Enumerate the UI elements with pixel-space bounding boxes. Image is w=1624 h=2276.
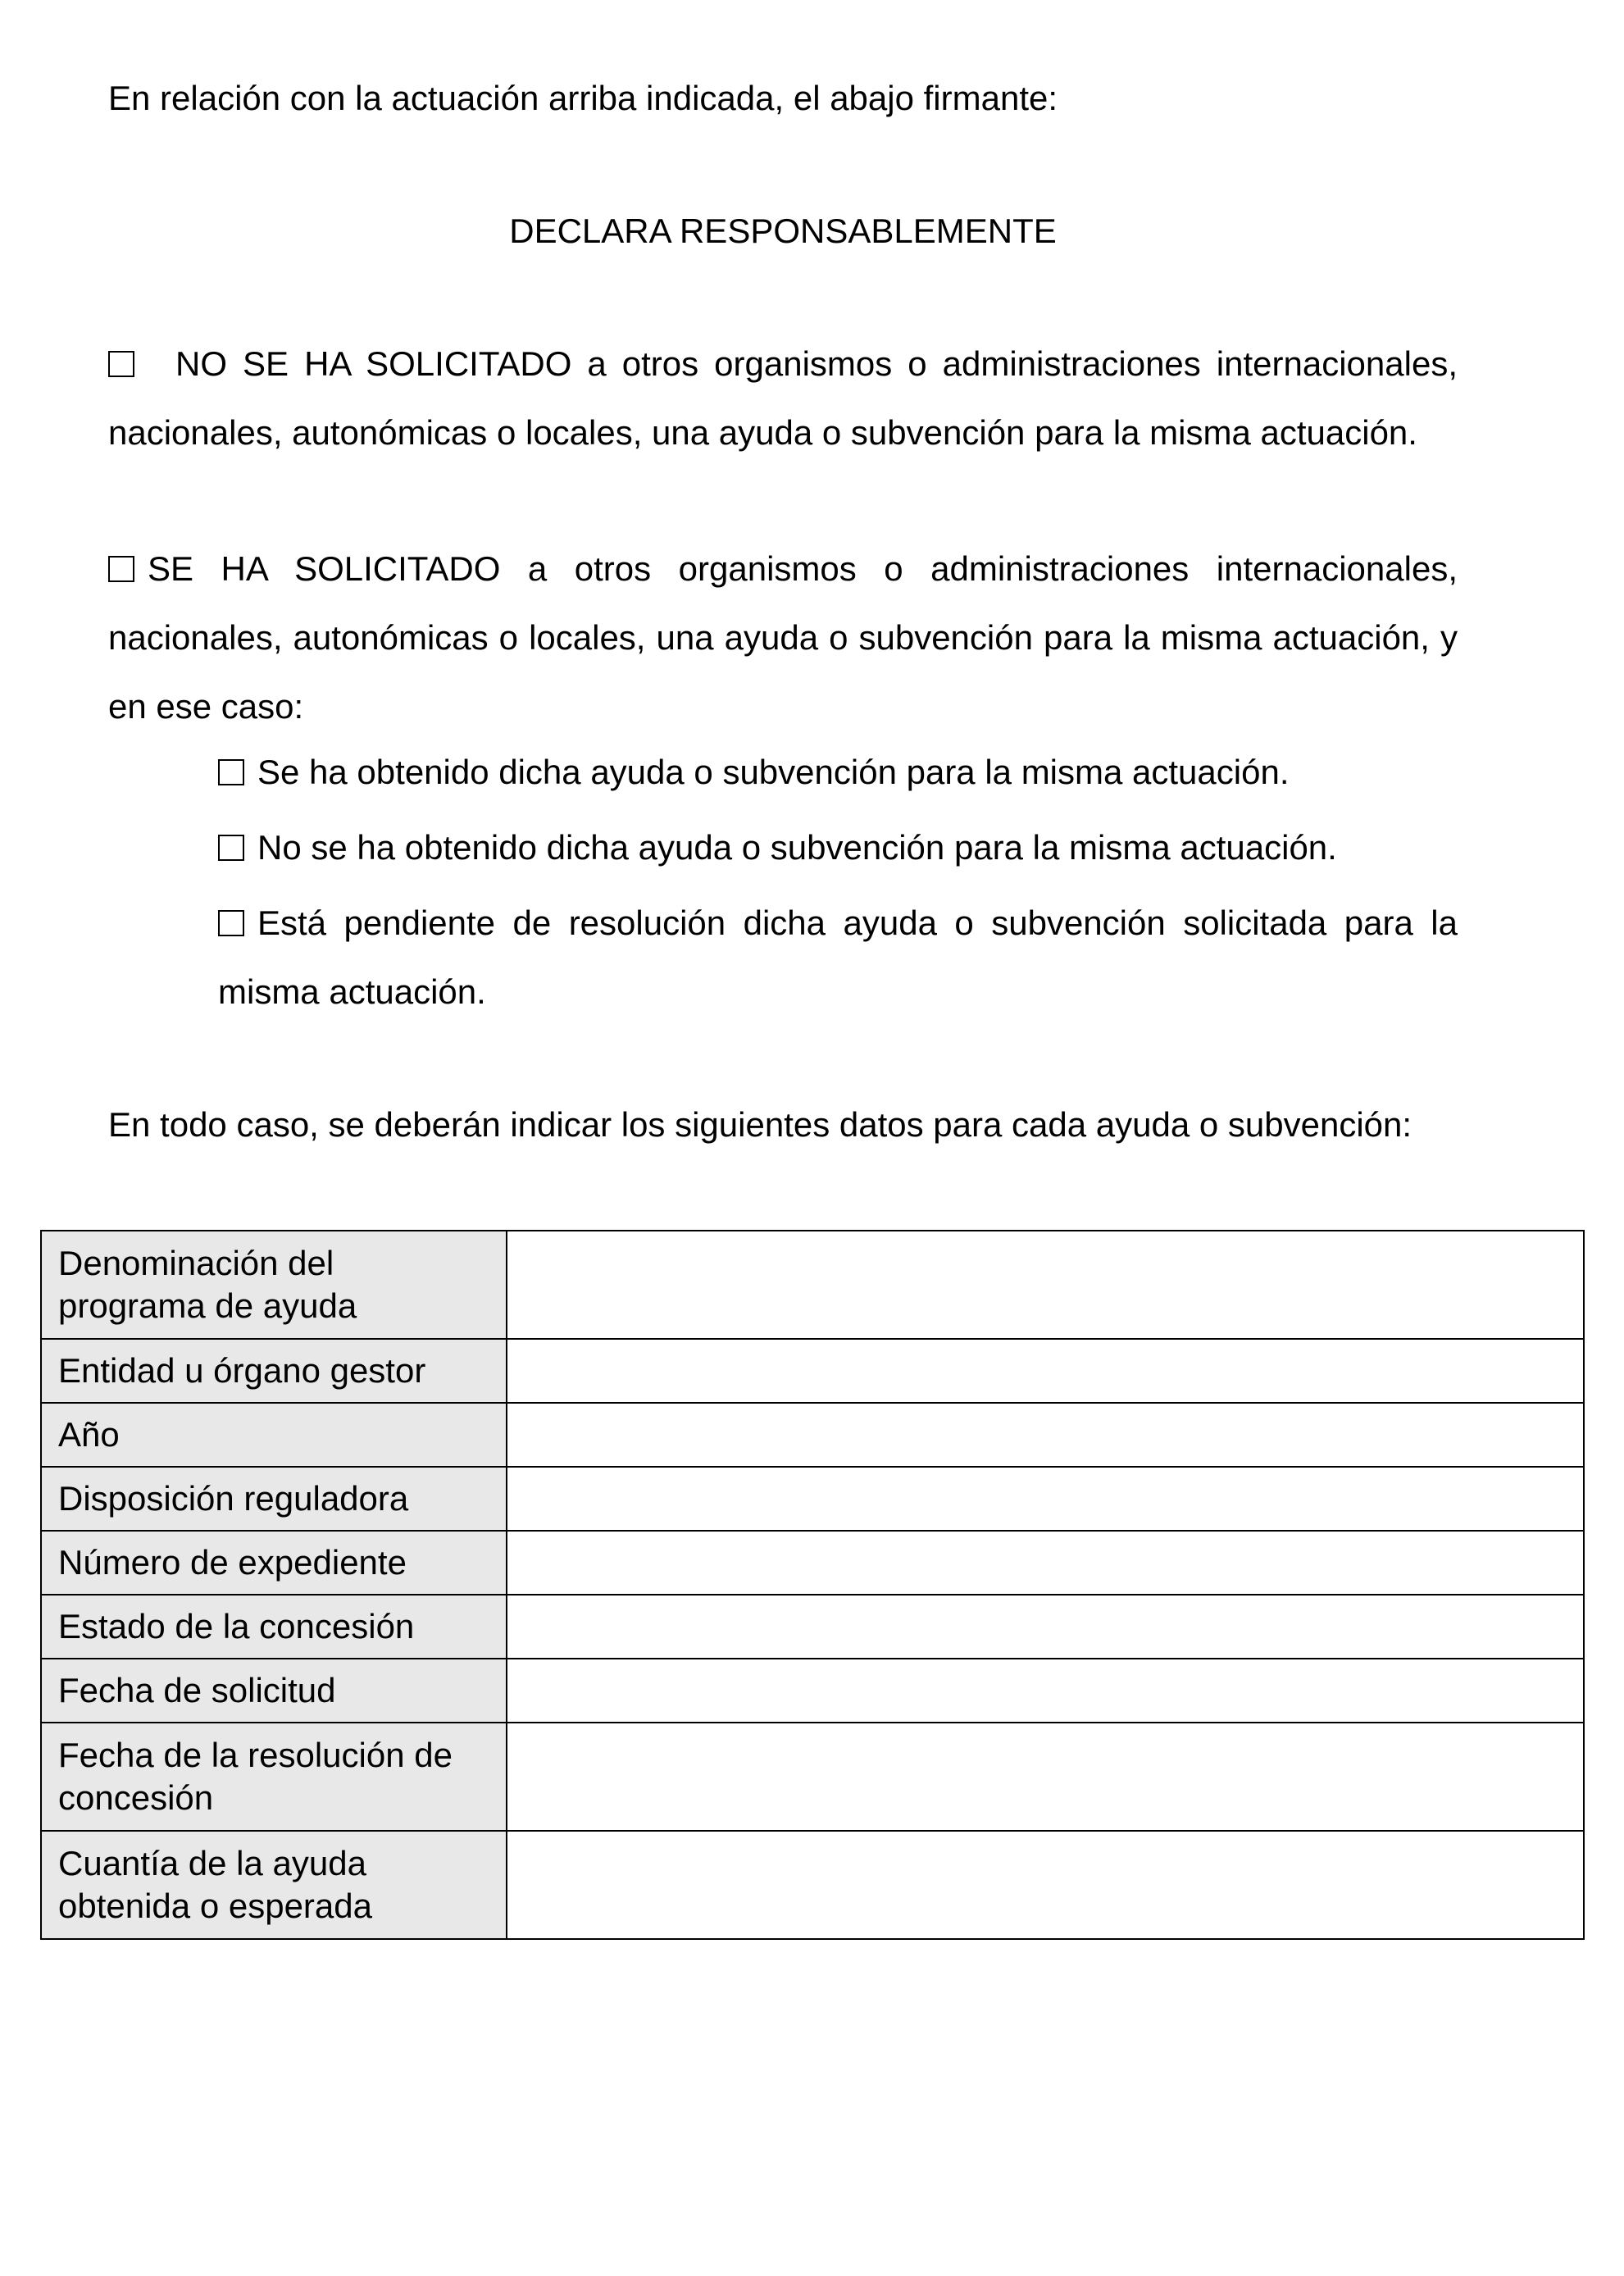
- sub-option-not-obtained-text: No se ha obtenido dicha ayuda o subvención para la misma actuación.: [257, 828, 1337, 867]
- row-value-field[interactable]: [507, 1339, 1584, 1403]
- checkbox-pending[interactable]: [218, 910, 244, 936]
- row-value-field[interactable]: [507, 1723, 1584, 1831]
- row-value-field[interactable]: [507, 1403, 1584, 1467]
- row-label: Disposición reguladora: [41, 1467, 507, 1531]
- option-requested: [108, 535, 1458, 741]
- row-value-field[interactable]: [507, 1467, 1584, 1531]
- table-row: [41, 1659, 1584, 1723]
- aid-data-table: [40, 1230, 1585, 1940]
- checkbox-requested[interactable]: [108, 556, 134, 582]
- table-row: [41, 1831, 1584, 1939]
- option-not-requested-text: NO SE HA SOLICITADO a otros organismos o administraciones internacionales, nacionales, autonómicas o locales, una ayuda o subvención para la misma actuación.: [108, 344, 1458, 452]
- table-row: [41, 1595, 1584, 1659]
- table-row: [41, 1531, 1584, 1595]
- sub-option-obtained: [218, 738, 1458, 807]
- row-value-field[interactable]: [507, 1831, 1584, 1939]
- table-row: [41, 1467, 1584, 1531]
- row-label: Número de expediente: [41, 1531, 507, 1595]
- sub-option-not-obtained: [218, 813, 1458, 882]
- row-label: Año: [41, 1403, 507, 1467]
- option-not-requested: [108, 330, 1458, 467]
- closing-text: En todo caso, se deberán indicar los siguientes datos para cada ayuda o subvención:: [108, 1105, 1412, 1144]
- row-label: Fecha de solicitud: [41, 1659, 507, 1723]
- checkbox-obtained[interactable]: [218, 759, 244, 785]
- row-label: Fecha de la resolución de concesión: [41, 1723, 507, 1831]
- row-label: Denominación del programa de ayuda: [41, 1231, 507, 1339]
- row-value-field[interactable]: [507, 1231, 1584, 1339]
- sub-option-obtained-text: Se ha obtenido dicha ayuda o subvención para la misma actuación.: [257, 753, 1290, 791]
- table-row: [41, 1339, 1584, 1403]
- intro-text: En relación con la actuación arriba indicada, el abajo firmante:: [108, 79, 1058, 117]
- declaration-heading: DECLARA RESPONSABLEMENTE: [509, 212, 1057, 250]
- sub-option-pending: [218, 889, 1458, 1026]
- checkbox-not-requested[interactable]: [108, 351, 134, 377]
- row-label: Entidad u órgano gestor: [41, 1339, 507, 1403]
- checkbox-not-obtained[interactable]: [218, 835, 244, 861]
- option-requested-text: SE HA SOLICITADO a otros organismos o administraciones internacionales, nacionales, autonómicas o locales, una ayuda o subvención para la misma actuación, y en ese caso:: [108, 549, 1458, 726]
- sub-option-pending-text: Está pendiente de resolución dicha ayuda o subvención solicitada para la misma actuación.: [218, 904, 1458, 1011]
- table-row: [41, 1403, 1584, 1467]
- row-value-field[interactable]: [507, 1595, 1584, 1659]
- row-value-field[interactable]: [507, 1531, 1584, 1595]
- row-label: Cuantía de la ayuda obtenida o esperada: [41, 1831, 507, 1939]
- table-row: [41, 1723, 1584, 1831]
- row-label: Estado de la concesión: [41, 1595, 507, 1659]
- table-row: [41, 1231, 1584, 1339]
- row-value-field[interactable]: [507, 1659, 1584, 1723]
